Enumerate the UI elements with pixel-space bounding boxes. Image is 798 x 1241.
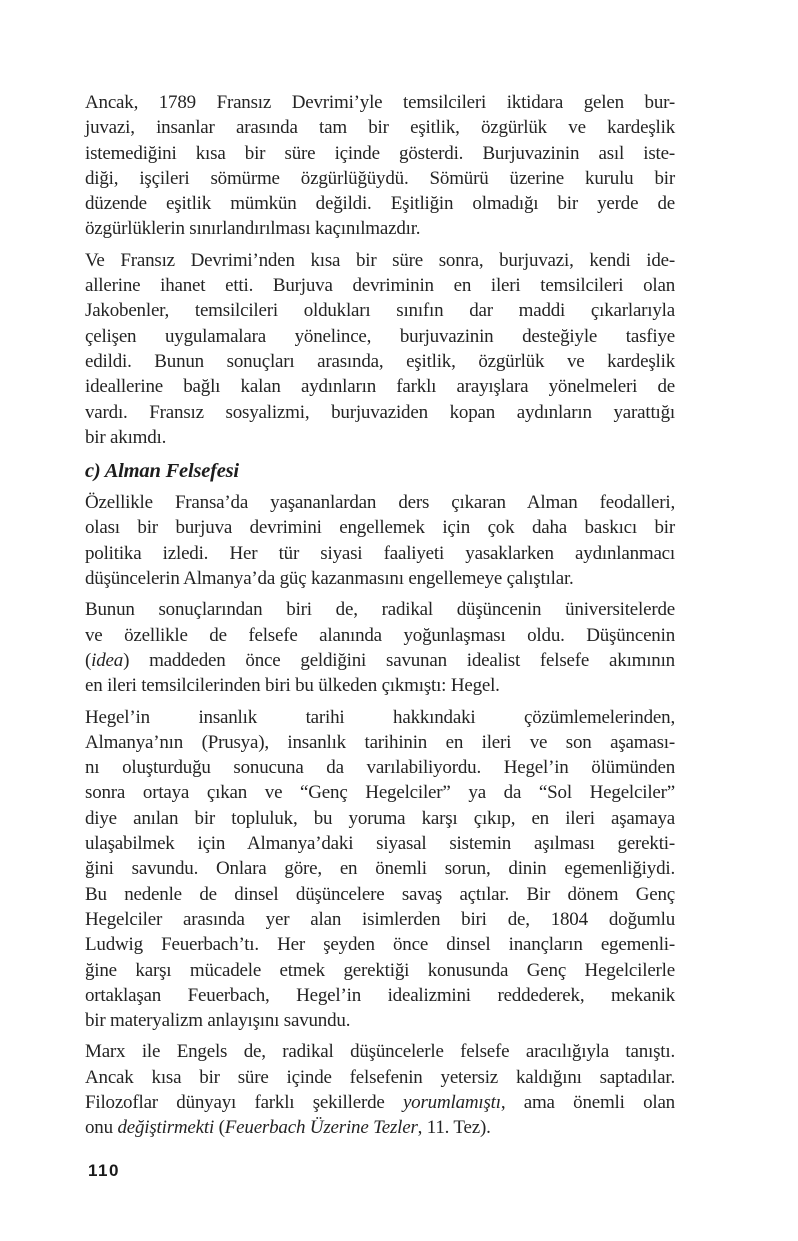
text-line: onu değiştirmekti (Feuerbach Üzerine Tezler, 11. Tez).	[85, 1117, 491, 1139]
text-line: ortaklaşan Feuerbach, Hegel’in idealizmini reddederek, mekanik	[85, 984, 675, 1006]
text-line: Bunun sonuçlarından biri de, radikal düşüncenin üniversitelerde	[85, 599, 675, 621]
text-line: ğini savundu. Onlara göre, en önemli sorun, dinin egemenliğiydi.	[85, 858, 675, 880]
text-line: diği, işçileri sömürme özgürlüğüydü. Sömürü üzerine kurulu bir	[85, 167, 675, 189]
text-line: istemediğini kısa bir süre içinde gösterdi. Burjuvazinin asıl iste-	[85, 142, 675, 164]
text-line: Bu nedenle de dinsel düşüncelere savaş açtılar. Bir dönem Genç	[85, 883, 675, 905]
text-line: bir akımdı.	[85, 426, 167, 448]
text-line: politika izledi. Her tür siyasi faaliyeti yasaklarken aydınlanmacı	[85, 542, 675, 564]
text-line: Hegel’in insanlık tarihi hakkındaki çözümlemelerinden,	[85, 706, 675, 728]
text-line: Ancak kısa bir süre içinde felsefenin yetersiz kaldığını saptadılar.	[85, 1066, 675, 1088]
paragraph	[85, 597, 675, 698]
text-line: Ancak, 1789 Fransız Devrimi’yle temsilcileri iktidara gelen bur-	[85, 92, 675, 113]
text-line: (idea) maddeden önce geldiğini savunan idealist felsefe akımının	[85, 649, 675, 671]
paragraph	[85, 90, 675, 242]
text-line: nı oluşturduğu sonucuna da varılabiliyordu. Hegel’in ölümünden	[85, 757, 675, 779]
text-line: Marx ile Engels de, radikal düşüncelerle felsefe aracılığıyla tanıştı.	[85, 1041, 675, 1063]
text-line: ideallerine bağlı kalan aydınların farklı arayışlara yönelmeleri de	[85, 376, 675, 398]
text-line: edildi. Bunun sonuçları arasında, eşitlik, özgürlük ve kardeşlik	[85, 350, 675, 372]
text-line: ve özellikle de felsefe alanında yoğunlaşması oldu. Düşüncenin	[85, 624, 675, 646]
text-line: sonra ortaya çıkan ve “Genç Hegelciler” ya da “Sol Hegelciler”	[85, 782, 675, 804]
text-line: en ileri temsilcilerinden biri bu ülkeden çıkmıştı: Hegel.	[85, 675, 500, 697]
text-line: Ve Fransız Devrimi’nden kısa bir süre sonra, burjuvazi, kendi ide-	[85, 249, 675, 271]
paragraph	[85, 705, 675, 1034]
text-line: çelişen uygulamalara yönelince, burjuvazinin desteğiyle tasfiye	[85, 325, 675, 347]
text-line: Filozoflar dünyayı farklı şekillerde yorumlamıştı, ama önemli olan	[85, 1091, 675, 1113]
paragraph	[85, 248, 675, 450]
text-line: ğine karşı mücadele etmek gerektiği konusunda Genç Hegelcilerle	[85, 959, 675, 981]
text-line: düşüncelerin Almanya’da güç kazanmasını engellemeye çalıştılar.	[85, 568, 574, 590]
paragraph	[85, 1039, 675, 1140]
text-line: özgürlüklerin sınırlandırılması kaçınılmazdır.	[85, 218, 421, 240]
text-line: Ludwig Feuerbach’tı. Her şeyden önce dinsel inançların egemenli-	[85, 934, 675, 956]
page-number: 110	[88, 1161, 120, 1180]
text-line: Almanya’nın (Prusya), insanlık tarihinin en ileri ve son aşaması-	[85, 731, 675, 753]
text-column	[85, 90, 675, 1147]
section-heading: c) Alman Felsefesi	[85, 460, 239, 483]
text-line: diye anılan bir topluluk, bu yoruma karşı çıkıp, en ileri aşamaya	[85, 807, 675, 829]
text-line: olası bir burjuva devrimini engellemek için çok daha baskıcı bir	[85, 517, 675, 539]
text-line: Özellikle Fransa’da yaşananlardan ders çıkaran Alman feodalleri,	[85, 492, 675, 514]
text-line: Jakobenler, temsilcileri oldukları sınıfın dar maddi çıkarlarıyla	[85, 300, 675, 322]
text-line: bir materyalizm anlayışını savundu.	[85, 1010, 351, 1032]
text-line: allerine ihanet etti. Burjuva devriminin en ileri temsilcileri olan	[85, 275, 675, 297]
text-line: ulaşabilmek için Almanya’daki siyasal sistemin aşılması gerekti-	[85, 833, 675, 855]
text-line: Hegelciler arasında yer alan isimlerden biri de, 1804 doğumlu	[85, 908, 675, 930]
paragraph	[85, 490, 675, 591]
text-line: vardı. Fransız sosyalizmi, burjuvaziden kopan aydınların yarattığı	[85, 401, 675, 423]
text-line: juvazi, insanlar arasında tam bir eşitlik, özgürlük ve kardeşlik	[85, 117, 675, 139]
text-line: düzende eşitlik mümkün değildi. Eşitliğin olmadığı bir yerde de	[85, 193, 675, 215]
